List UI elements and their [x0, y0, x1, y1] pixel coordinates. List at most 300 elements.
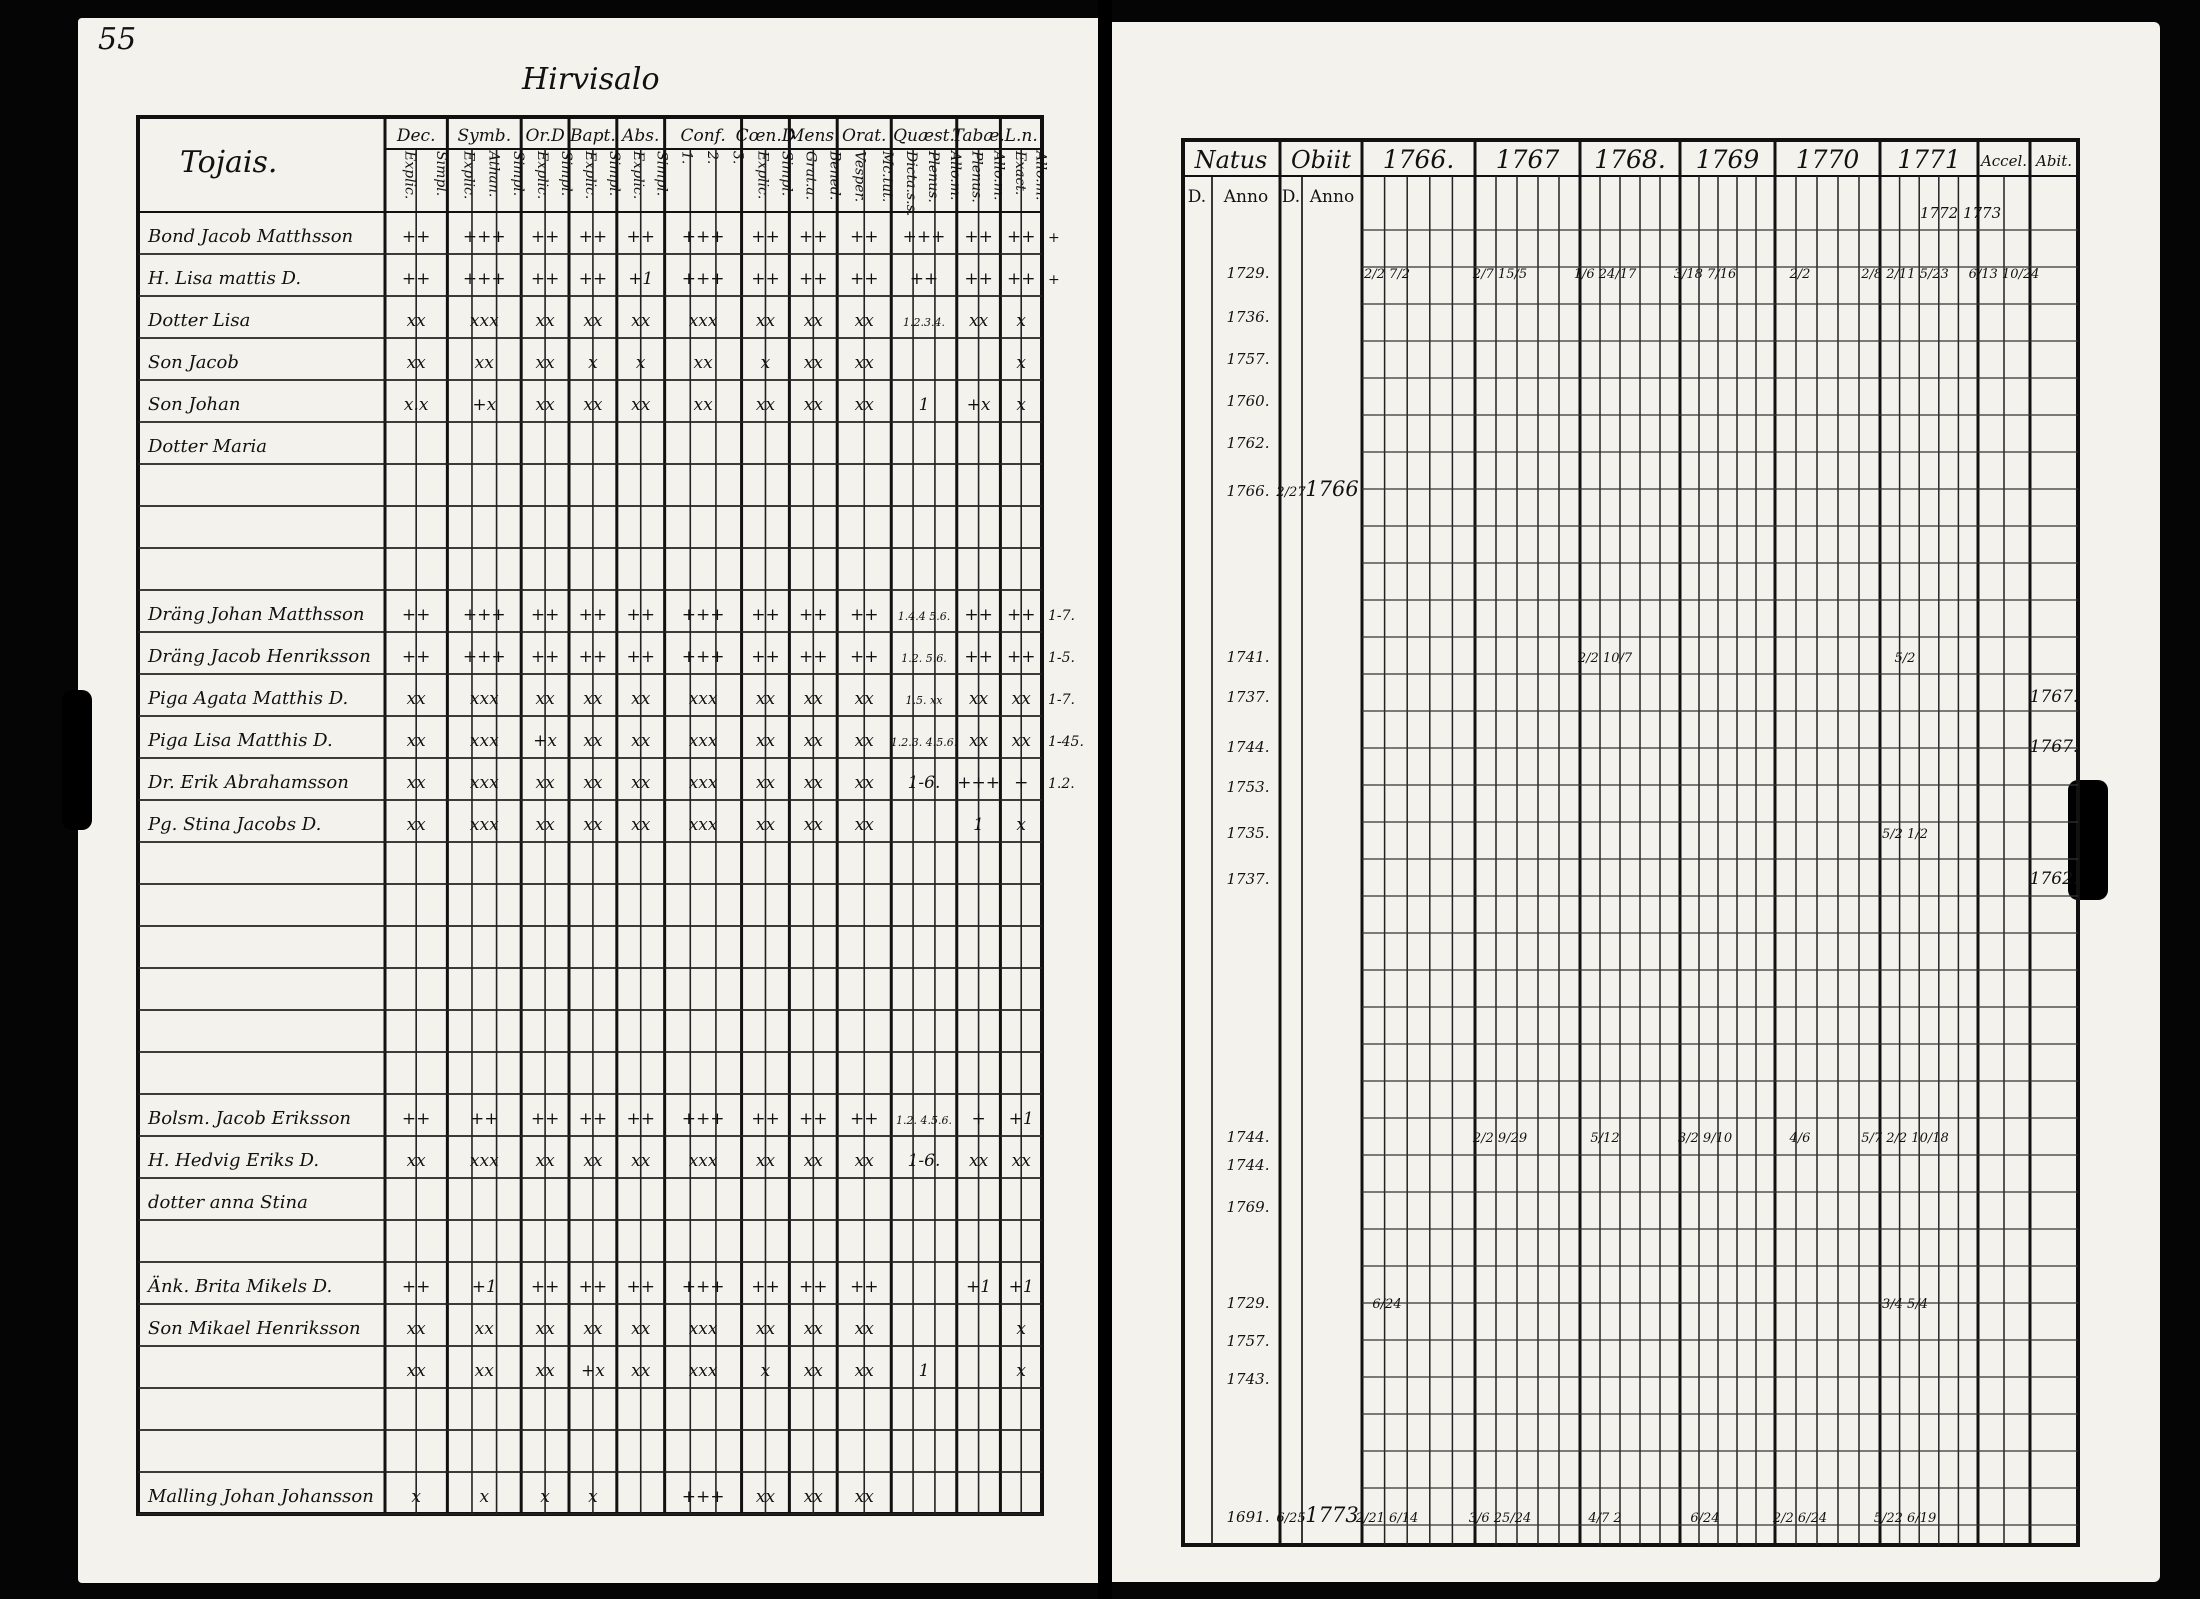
exam-mark: x — [540, 1487, 550, 1507]
birth-year: 1735. — [1226, 824, 1270, 842]
exam-mark: xx — [854, 773, 874, 793]
exam-mark: xx — [583, 395, 603, 415]
exam-mark: xx — [755, 311, 776, 331]
exam-mark: ++ — [401, 269, 431, 289]
exam-mark: 1.2. 4.5.6. — [896, 1114, 953, 1127]
row-extra-note: + — [1048, 272, 1060, 288]
exam-mark: ++ — [530, 269, 560, 289]
exam-mark: ++ — [849, 647, 879, 667]
resident-name: Änk. Brita Mikels D. — [148, 1276, 333, 1297]
column-sub-header: Allo.m. — [990, 151, 1007, 201]
top-note: 1772 1773 — [1920, 204, 2002, 222]
exam-mark: xx — [755, 731, 776, 751]
death-year: 1773 — [1305, 1503, 1359, 1527]
column-sub-header: Exact. — [1011, 151, 1028, 196]
resident-name: H. Hedvig Eriks D. — [148, 1150, 320, 1171]
column-sub-header: Explic. — [534, 151, 551, 200]
exam-mark: ++ — [964, 647, 993, 667]
exam-mark: x.x — [403, 395, 429, 415]
exam-mark: xx — [693, 395, 713, 415]
year-header: 1770 — [1795, 145, 1860, 174]
exam-mark: xx — [474, 353, 494, 373]
exam-mark: ++ — [799, 1277, 828, 1297]
exam-mark: ++ — [799, 1109, 828, 1129]
communion-note: 6/24 — [1372, 1297, 1402, 1312]
exam-mark: +x — [472, 395, 497, 415]
exam-mark: +1 — [471, 1277, 497, 1297]
exam-mark: xx — [583, 689, 603, 709]
column-sub-header: Plenus. — [968, 151, 985, 203]
resident-name: Piga Agata Matthis D. — [148, 688, 349, 709]
column-sub-header: Explic. — [581, 151, 598, 200]
right-table-frame — [1183, 140, 2078, 1545]
communion-note: 5/2 1/2 — [1882, 827, 1928, 842]
exam-mark: ++ — [578, 1277, 608, 1297]
exam-mark: +x — [966, 395, 991, 415]
exam-mark: ++ — [530, 605, 560, 625]
birth-year: 1744. — [1226, 1156, 1270, 1174]
exam-mark: ++ — [799, 269, 828, 289]
communion-note: 2/2 — [1789, 267, 1811, 282]
exam-mark: x — [1016, 353, 1027, 373]
exam-mark: 1 — [973, 815, 985, 835]
exam-mark: ++ — [799, 647, 828, 667]
exam-mark: +1 — [1008, 1109, 1034, 1129]
exam-mark: xx — [803, 353, 823, 373]
exam-mark: ++ — [849, 227, 879, 247]
exam-mark: x — [1016, 395, 1027, 415]
exam-mark: xxx — [469, 1151, 499, 1171]
communion-note: 5/12 — [1590, 1131, 1620, 1146]
column-sub-header: 3. — [729, 151, 746, 165]
exam-mark: +++ — [902, 227, 946, 247]
obiit-anno-subheader: Anno — [1309, 187, 1355, 207]
exam-mark: ++ — [401, 1277, 431, 1297]
exam-mark: xx — [854, 311, 874, 331]
page-number: 55 — [98, 22, 137, 57]
resident-name: H. Lisa mattis D. — [148, 268, 302, 289]
birth-year: 1744. — [1226, 738, 1270, 756]
exam-mark: xx — [803, 1151, 823, 1171]
exam-mark: xx — [583, 311, 603, 331]
exam-mark: x — [588, 353, 598, 373]
row-extra-note: 1.2. — [1048, 776, 1075, 792]
column-group-header: Symb. — [457, 126, 512, 146]
communion-note: 5/2 — [1894, 651, 1916, 666]
exam-mark: ++ — [849, 1277, 879, 1297]
exam-mark: ++ — [578, 269, 608, 289]
birth-year: 1736. — [1226, 308, 1270, 326]
column-sub-header: Explic. — [401, 151, 418, 200]
exam-mark: ++ — [470, 1109, 499, 1129]
exam-mark: xx — [803, 815, 823, 835]
year-header: 1771 — [1897, 145, 1961, 174]
exam-mark: 1.2.3. 4.5.6. — [890, 736, 958, 749]
exam-mark: xx — [583, 773, 603, 793]
column-group-header: Conf. — [680, 126, 726, 146]
column-sub-header: Explic. — [754, 151, 771, 200]
exam-mark: ++ — [401, 1109, 431, 1129]
exam-mark: xx — [406, 353, 426, 373]
communion-note: 3/2 9/10 — [1677, 1131, 1733, 1146]
exam-mark: xx — [535, 395, 555, 415]
resident-name: Bond Jacob Matthsson — [148, 226, 354, 247]
exam-mark: xx — [583, 1151, 603, 1171]
communion-note: 5/22 6/19 — [1873, 1511, 1937, 1526]
birth-year: 1729. — [1226, 1294, 1270, 1312]
exam-mark: xx — [755, 1151, 776, 1171]
exam-mark: xx — [803, 1487, 823, 1507]
exam-mark: + — [971, 1109, 986, 1129]
exam-mark: xx — [583, 731, 603, 751]
exam-mark: ++ — [578, 227, 608, 247]
exam-mark: xxx — [688, 815, 718, 835]
column-group-header: Mens. — [787, 126, 840, 146]
exam-mark: +++ — [462, 269, 506, 289]
communion-note: 3/6 25/24 — [1468, 1511, 1532, 1526]
exam-mark: xx — [631, 1361, 651, 1381]
communion-note: 6/13 10/24 — [1968, 267, 2040, 282]
exam-mark: xxx — [688, 1319, 718, 1339]
exam-mark: xxx — [469, 731, 499, 751]
exam-mark: xx — [535, 1361, 555, 1381]
exam-mark: x — [760, 353, 771, 373]
exam-mark: xx — [803, 731, 823, 751]
exam-mark: xx — [535, 353, 555, 373]
column-group-header: Bapt. — [570, 126, 616, 146]
exam-mark: x — [479, 1487, 490, 1507]
birth-year: 1744. — [1226, 1128, 1270, 1146]
exam-mark: xx — [631, 815, 651, 835]
exam-mark: xx — [968, 689, 989, 709]
exam-mark: xx — [406, 1361, 426, 1381]
column-group-header: Orat. — [842, 126, 887, 146]
resident-name: Dräng Johan Matthsson — [148, 604, 365, 625]
exam-mark: x — [1016, 815, 1027, 835]
resident-name: Bolsm. Jacob Eriksson — [148, 1108, 351, 1129]
exam-mark: xx — [583, 1319, 603, 1339]
death-day: 6/25 — [1276, 1511, 1306, 1526]
exam-mark: xx — [1011, 1151, 1031, 1171]
exam-mark: ++ — [401, 605, 431, 625]
exam-mark: xx — [583, 815, 603, 835]
communion-note: 3/18 7/16 — [1673, 267, 1737, 282]
exam-mark: +++ — [462, 227, 506, 247]
column-sub-header: Allo.m. — [1032, 151, 1049, 201]
resident-name: Dotter Lisa — [148, 310, 251, 331]
exam-mark: xx — [474, 1319, 494, 1339]
exam-mark: xx — [854, 1361, 874, 1381]
exam-mark: +++ — [681, 605, 725, 625]
exam-mark: +x — [580, 1361, 605, 1381]
exam-mark: xx — [854, 395, 874, 415]
exam-mark: xx — [854, 1487, 874, 1507]
exam-mark: xxx — [688, 689, 718, 709]
exam-mark: xxx — [688, 773, 718, 793]
birth-year: 1729. — [1226, 264, 1270, 282]
exam-mark: xx — [803, 395, 823, 415]
exam-mark: ++ — [626, 605, 655, 625]
birth-year: 1741. — [1226, 648, 1270, 666]
accel-header: Accel. — [1980, 152, 2028, 170]
exam-mark: xx — [854, 815, 874, 835]
exam-mark: xx — [803, 689, 823, 709]
exam-mark: x — [1016, 1319, 1027, 1339]
exam-mark: +++ — [681, 1109, 725, 1129]
obiit-d-subheader: D. — [1281, 187, 1301, 207]
column-group-header: Abs. — [622, 126, 660, 146]
column-sub-header: Dicta.s.s. — [903, 151, 920, 217]
exam-mark: xx — [968, 1151, 989, 1171]
exam-mark: ++ — [751, 647, 780, 667]
exam-mark: 1.4.4 5.6. — [897, 610, 951, 623]
birth-year: 1757. — [1226, 350, 1270, 368]
exam-mark: xx — [755, 773, 776, 793]
exam-mark: xx — [755, 815, 776, 835]
exam-mark: xx — [854, 689, 874, 709]
exam-mark: ++ — [578, 647, 608, 667]
death-year: 1766 — [1305, 477, 1359, 501]
column-sub-header: Simpl. — [653, 151, 670, 197]
birth-year: 1760. — [1226, 392, 1270, 410]
exam-mark: xx — [755, 689, 776, 709]
exam-mark: xx — [693, 353, 713, 373]
exam-mark: x — [760, 1361, 771, 1381]
exam-mark: xx — [406, 1319, 426, 1339]
exam-mark: xxx — [688, 731, 718, 751]
exam-mark: 1-6. — [907, 1151, 941, 1171]
exam-mark: xx — [406, 689, 426, 709]
communion-note: 2/2 10/7 — [1577, 651, 1633, 666]
birth-year: 1743. — [1226, 1370, 1270, 1388]
exam-mark: xx — [1011, 731, 1031, 751]
exam-mark: + — [1014, 773, 1029, 793]
exam-mark: xx — [968, 311, 989, 331]
exam-mark: xx — [803, 1361, 823, 1381]
exam-mark: xx — [631, 1319, 651, 1339]
exam-mark: x — [588, 1487, 598, 1507]
exam-mark: ++ — [626, 647, 655, 667]
column-sub-header: Simpl. — [605, 151, 622, 197]
natus-anno-subheader: Anno — [1223, 187, 1269, 207]
exam-mark: xx — [535, 773, 555, 793]
exam-mark: ++ — [751, 1277, 780, 1297]
exam-mark: ++ — [849, 1109, 879, 1129]
column-sub-header: Explic. — [460, 151, 477, 200]
exam-mark: x — [411, 1487, 421, 1507]
year-header: 1766. — [1382, 145, 1455, 174]
column-sub-header: Explic. — [629, 151, 646, 200]
exam-mark: ++ — [751, 1109, 780, 1129]
exam-mark: xx — [631, 689, 651, 709]
exam-mark: xxx — [688, 311, 718, 331]
exam-mark: xx — [803, 1319, 823, 1339]
obiit-header: Obiit — [1290, 146, 1352, 174]
column-sub-header: Vesper. — [851, 151, 868, 203]
exam-mark: xx — [535, 689, 555, 709]
communion-note: 5/7 2/2 10/18 — [1861, 1131, 1949, 1146]
column-group-header: Cœn.D — [735, 126, 796, 146]
exam-mark: xxx — [469, 773, 499, 793]
exam-mark: xx — [406, 731, 426, 751]
exam-mark: ++ — [1006, 605, 1036, 625]
resident-name: Dr. Erik Abrahamsson — [148, 772, 349, 793]
column-sub-header: Simpl. — [509, 151, 526, 197]
communion-note: 6/24 — [1690, 1511, 1720, 1526]
row-extra-note: 1-7. — [1048, 692, 1075, 708]
exam-mark: ++ — [530, 1109, 560, 1129]
exam-mark: xx — [535, 1319, 555, 1339]
death-day: 2/27 — [1276, 485, 1306, 500]
exam-mark: ++ — [964, 227, 993, 247]
resident-name: dotter anna Stina — [148, 1192, 308, 1213]
column-sub-header: Simpl. — [432, 151, 449, 197]
column-group-header: Quæst. — [893, 126, 955, 146]
column-group-header: Or.D — [525, 126, 565, 146]
exam-mark: ++ — [401, 227, 431, 247]
resident-name: Dräng Jacob Henriksson — [148, 646, 371, 667]
exam-mark: ++ — [799, 227, 828, 247]
exam-mark: ++ — [578, 605, 608, 625]
exam-mark: xx — [755, 1487, 776, 1507]
exam-mark: xxx — [469, 815, 499, 835]
exam-mark: 1 — [918, 395, 930, 415]
column-group-header: L.n. — [1004, 126, 1038, 146]
column-sub-header: Allo.m. — [946, 151, 963, 201]
resident-name: Pg. Stina Jacobs D. — [148, 814, 322, 835]
exam-mark: ++ — [1006, 269, 1036, 289]
exam-mark: x — [1016, 1361, 1027, 1381]
exam-mark: ++ — [626, 227, 655, 247]
exam-mark: ++ — [964, 269, 993, 289]
exam-mark: xxx — [469, 311, 499, 331]
exam-mark: +++ — [681, 1277, 725, 1297]
abit-header: Abit. — [2035, 152, 2073, 170]
column-sub-header: Plenus. — [925, 151, 942, 203]
exam-mark: xx — [854, 1319, 874, 1339]
communion-note: 4/7 2 — [1588, 1511, 1622, 1526]
exam-mark: ++ — [530, 227, 560, 247]
column-group-header: Tabæ. — [952, 126, 1005, 146]
abit-year: 1762. — [2029, 869, 2079, 889]
exam-mark: xx — [631, 395, 651, 415]
exam-mark: xx — [631, 773, 651, 793]
exam-mark: x — [635, 353, 646, 373]
name-column-header: Tojais. — [180, 145, 278, 180]
communion-note: 2/8 2/11 5/23 — [1861, 267, 1949, 282]
row-extra-note: 1-7. — [1048, 608, 1075, 624]
exam-mark: +1 — [628, 269, 654, 289]
communion-note: 4/6 — [1789, 1131, 1811, 1146]
column-sub-header: Simpl. — [558, 151, 575, 197]
exam-mark: ++ — [401, 647, 431, 667]
exam-mark: 1 — [918, 1361, 930, 1381]
exam-mark: xx — [968, 731, 989, 751]
exam-mark: 1.2. 5.6. — [901, 652, 947, 665]
exam-mark: +++ — [462, 605, 506, 625]
exam-mark: ++ — [751, 269, 780, 289]
exam-mark: xx — [755, 1319, 776, 1339]
exam-mark: xxx — [688, 1151, 718, 1171]
resident-name: Malling Johan Johansson — [148, 1486, 374, 1507]
exam-mark: 1.5. xx — [905, 694, 943, 707]
exam-mark: xx — [631, 731, 651, 751]
exam-mark: +1 — [966, 1277, 992, 1297]
column-sub-header: Bened. — [826, 151, 843, 201]
communion-note: 1/6 24/17 — [1573, 267, 1637, 282]
exam-mark: xxx — [688, 1361, 718, 1381]
column-sub-header: Simpl. — [778, 151, 795, 197]
birth-year: 1691. — [1226, 1508, 1270, 1526]
exam-mark: ++ — [578, 1109, 608, 1129]
exam-mark: +++ — [681, 227, 725, 247]
exam-mark: ++ — [626, 1277, 655, 1297]
communion-note: 2/2 6/24 — [1772, 1511, 1828, 1526]
exam-mark: ++ — [751, 605, 780, 625]
column-sub-header: Grat.a. — [802, 151, 819, 201]
communion-note: 2/21 6/14 — [1355, 1511, 1419, 1526]
exam-mark: xxx — [469, 689, 499, 709]
exam-mark: ++ — [1006, 647, 1036, 667]
exam-mark: +++ — [681, 647, 725, 667]
column-sub-header: 2. — [704, 151, 721, 165]
exam-mark: +++ — [681, 1487, 725, 1507]
exam-mark: +++ — [462, 647, 506, 667]
exam-mark: 1-6. — [907, 773, 941, 793]
exam-mark: xx — [535, 815, 555, 835]
year-header: 1768. — [1594, 145, 1666, 174]
birth-year: 1762. — [1226, 434, 1270, 452]
row-extra-note: + — [1048, 230, 1060, 246]
resident-name: Son Johan — [148, 394, 241, 415]
exam-mark: ++ — [751, 227, 780, 247]
exam-mark: 1.2.3.4. — [903, 316, 946, 329]
exam-mark: +++ — [957, 773, 1000, 793]
exam-mark: ++ — [530, 647, 560, 667]
exam-mark: xx — [474, 1361, 494, 1381]
birth-year: 1753. — [1226, 778, 1270, 796]
exam-mark: xx — [1011, 689, 1031, 709]
exam-mark: ++ — [530, 1277, 560, 1297]
communion-note: 2/2 9/29 — [1472, 1131, 1528, 1146]
exam-mark: ++ — [964, 605, 993, 625]
exam-mark: ++ — [909, 269, 939, 289]
abit-year: 1767. — [2029, 737, 2079, 757]
village-heading: Hirvisalo — [522, 62, 660, 97]
row-extra-note: 1-5. — [1048, 650, 1075, 666]
exam-mark: ++ — [1006, 227, 1036, 247]
column-sub-header: 1. — [678, 151, 695, 165]
exam-mark: xx — [803, 773, 823, 793]
row-extra-note: 1-45. — [1048, 734, 1084, 750]
resident-name: Son Jacob — [148, 352, 239, 373]
exam-mark: xx — [854, 731, 874, 751]
natus-header: Natus — [1194, 146, 1268, 174]
natus-d-subheader: D. — [1187, 187, 1207, 207]
exam-mark: ++ — [626, 1109, 655, 1129]
communion-note: 2/7 15/5 — [1472, 267, 1528, 282]
exam-mark: xx — [755, 395, 776, 415]
communion-note: 2/2 7/2 — [1364, 267, 1410, 282]
resident-name: Piga Lisa Matthis D. — [148, 730, 333, 751]
exam-mark: ++ — [849, 605, 879, 625]
year-header: 1769 — [1695, 145, 1760, 174]
exam-mark: xx — [854, 353, 874, 373]
exam-mark: xx — [535, 311, 555, 331]
communion-note: 3/4 5/4 — [1882, 1297, 1928, 1312]
column-group-header: Dec. — [396, 126, 436, 146]
abit-year: 1767. — [2029, 687, 2079, 707]
